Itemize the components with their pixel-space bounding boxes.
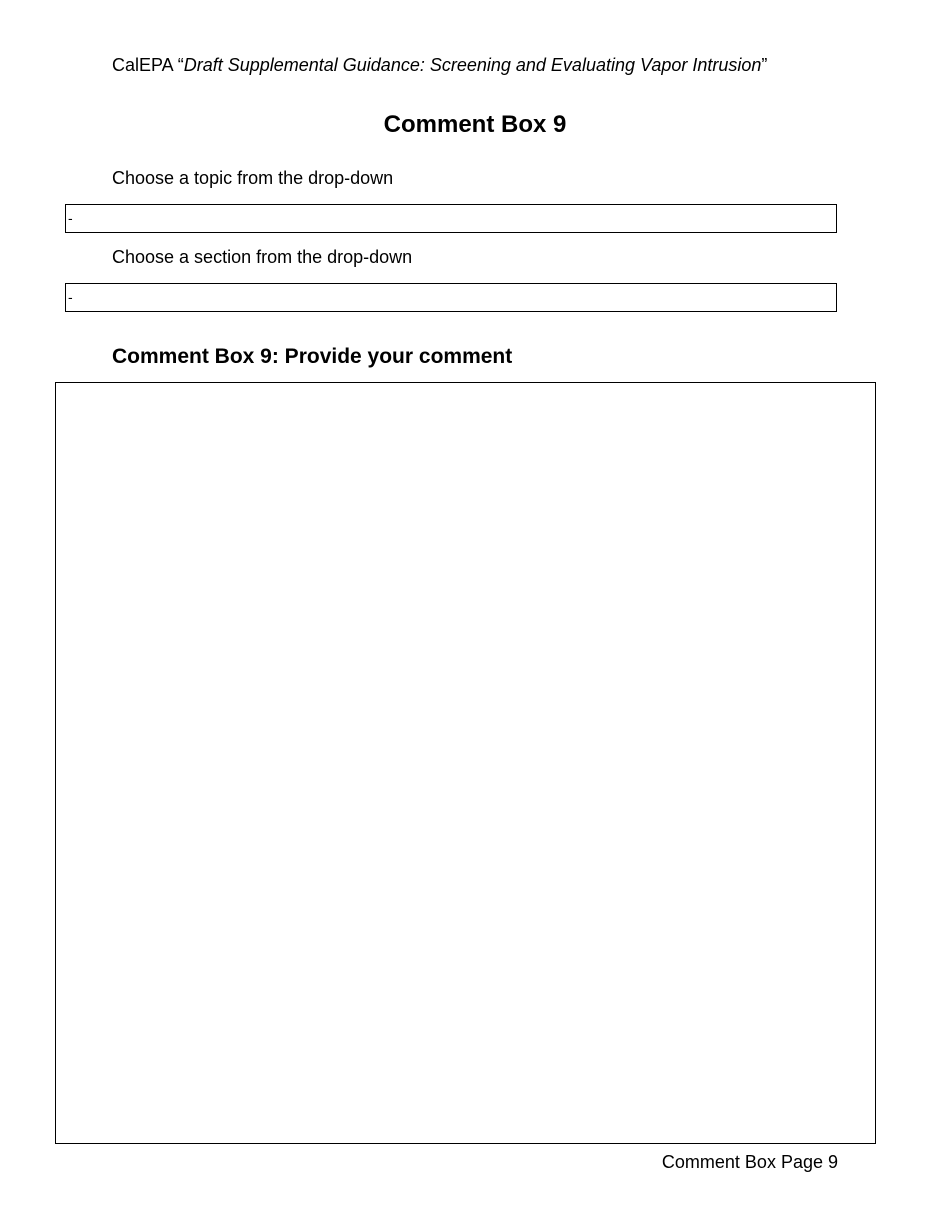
comment-heading: Comment Box 9: Provide your comment [112,345,513,368]
section-dropdown[interactable] [65,283,837,312]
page-footer: Comment Box Page 9 [661,1152,838,1172]
section-selected-value: - [68,289,73,305]
topic-selected-value: - [68,210,73,226]
topic-label: Choose a topic from the drop-down [112,168,394,188]
document-title: Draft Supplemental Guidance: Screening and Evaluating Vapor Intrusion [183,55,762,75]
header-prefix: CalEPA “ [112,55,184,75]
document-header [112,55,767,76]
comment-textarea[interactable] [55,382,876,1144]
header-suffix: ” [761,55,768,75]
page-title: Comment Box 9 [383,111,567,138]
topic-dropdown[interactable] [65,204,837,233]
section-label: Choose a section from the drop-down [112,247,413,267]
